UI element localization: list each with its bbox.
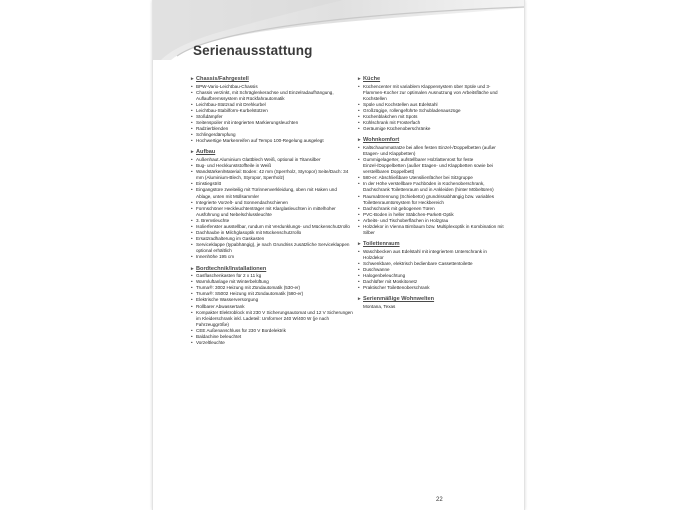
list-item: • Rollbarer Abwassertank	[191, 304, 353, 310]
section-heading: ▸ Toilettenraum	[358, 241, 508, 248]
section-chassis-fahrgestell	[191, 76, 353, 144]
list-item: • Praktischer Toilettenoberschrank	[358, 285, 508, 291]
list-item: • Truma®: S5002 Heizung mit Zündautomatik (580-er)	[191, 291, 353, 297]
list-item: • Außenhaut Aluminium Glattblech Weiß, optional in Titansilber	[191, 157, 353, 163]
list-item: • PVC-Boden in heller Stäbchen-Parkett-Optik	[358, 212, 508, 218]
list-item: • Einstiegstritt	[191, 181, 353, 187]
page-title: Serienausstattung	[193, 43, 313, 58]
list-item: • Holzdekor in Vienna Birnbaum bzw. Multiplexoptik in Kombination mit Silber	[358, 224, 508, 236]
list-item: • Duschwanne	[358, 267, 508, 273]
list-item: • Radzierblenden	[191, 126, 353, 132]
list-item: • Hochwertige Markenreifen auf Tempo 100-Regelung ausgelegt	[191, 138, 353, 144]
section-heading: ▸ Küche	[358, 76, 508, 83]
list-item: • Isolierfenster ausstellbar, rundum mit Verdunklungs- und Mückenschutzrollo	[191, 224, 353, 230]
list-item: • Elektrische Wasserversorgung	[191, 297, 353, 303]
list-item: • Spüle und Kochstellen aus Edelstahl	[358, 102, 508, 108]
list-item: • 580-er: Abschließbare Utensilienfächer bei Sitzgruppe	[358, 175, 508, 181]
list-item: • BPW-Vario-Leichtbau-Chassis	[191, 84, 353, 90]
list-item: • Küchenblakchen mit Spots	[358, 114, 508, 120]
section-kueche	[358, 76, 508, 132]
section-aufbau	[191, 149, 353, 260]
brochure-page	[152, 0, 525, 510]
list-item: • Bug- und Heckkunststoffteile in Weiß	[191, 163, 353, 169]
list-item: • Warmluftanlage mit Winterbelüftung	[191, 279, 353, 285]
list-item: • Leichtbau-Stabilform-Kurbelstützen	[191, 108, 353, 114]
list-item: • Truma®: 3002 Heizung mit Zündautomatik (530-er)	[191, 285, 353, 291]
list-item: • Innenhöhe 195 cm	[191, 254, 353, 260]
list-item: • Großzügige, rollengeführte Schubladenauszüge	[358, 108, 508, 114]
list-item: • Halogenbeleuchtung	[358, 273, 508, 279]
list-item: • Schlingerdämpfung	[191, 132, 353, 138]
list-item: • Baldachine beleuchtet	[191, 334, 353, 340]
list-item: • Waschbecken aus Edelstahl mit integriertem Unterschrank in Holzdekor	[358, 249, 508, 261]
list-item: • Leichtbau-Stützrad mit Drehkurbel	[191, 102, 353, 108]
list-item: • Küchencenter mit variablem Klappensystem über Spüle und 3-Flammen-Kocher zur optimalen Ausnutzung von Arbeitsfläche und Kochstellen	[358, 84, 508, 102]
list-item: • 3. Bremsleuchte	[191, 218, 353, 224]
list-item: • Gummigelagerter, aufstellbarer Holzlattenrost für feste Einzel-/Doppelbetten (außer Etagen- und Klappbetten sowie bei verstellbaren Doppelbett)	[358, 157, 508, 175]
section-heading: ▸ Bordtechnik/Installationen	[191, 266, 353, 273]
list-item: • Kompakter Elektroblock mit 230 V Sicherungsautomat und 12 V Sicherungen im Kleiderschrank inkl. Ladeteil: Umformer 240 W/400 W (je nach Fahrzeuggröße)	[191, 310, 353, 328]
list-item: • Kühlschrank mit Frosterfach	[358, 120, 508, 126]
list-item: • Raumabtrennung (Schiebetür) grundrissabhängig bzw. variables Toilettenraumtürsystem für Heckbereich	[358, 194, 508, 206]
section-wohnkomfort	[358, 137, 508, 236]
section-heading: ▸ Chassis/Fahrgestell	[191, 76, 353, 83]
page-number: 22	[436, 497, 443, 503]
section-toilettenraum	[358, 241, 508, 291]
list-item: • CEE Außenanschluss für 230 V Bordelektrik	[191, 328, 353, 334]
list-item: • Ersatzradhalterung im Gaskasten	[191, 236, 353, 242]
list-item: • Wandstärken/Material: Boden: 42 mm (Sperrholz, Styropor) Seite/Dach: 34 mm (Aluminium-Blech, Styropor, Sperrholz)	[191, 169, 353, 181]
section-serienmaessige-wohnwelten	[358, 296, 508, 310]
right-column	[358, 76, 508, 315]
section-heading: ▸ Wohnkomfort	[358, 137, 508, 144]
list-item: • Dachhaube in Milchglasoptik mit Mückenschutzrollo	[191, 230, 353, 236]
list-item: • Dachlüfter mit Moskitonetz	[358, 279, 508, 285]
section-text: Montana, Texas	[363, 303, 396, 309]
list-item: • Eingangstüre zweiteilig mit Türinnenverkleidung, oben mit Haken und Ablage, unten mit Müllsammler	[191, 187, 353, 199]
list-item: • Kaltschaummatratze bei allen festen Einzel-/Doppelbetten (außer Etagen- und Klappbetten)	[358, 145, 508, 157]
section-heading: ▸ Aufbau	[191, 149, 353, 156]
list-item: • Seitenspoiler mit integrierten Markierungsleuchten	[191, 120, 353, 126]
list-item: • In der Höhe verstellbare Fachböden in Küchenoberschrank, Dachschrank Toilettenraum und in Ankleiden (hinter Möbeltüren)	[358, 181, 508, 193]
section-heading: ▸ Serienmäßige Wohnwelten	[358, 296, 508, 303]
list-item: • Gasflaschenkasten für 2 x 11 kg	[191, 273, 353, 279]
list-item: • Schwenkbare, elektrisch bedienbare Cassettentoilette	[358, 261, 508, 267]
list-item: • Formschöner Heckleuchtenträger mit Klarglasleuchten in mittelhoher Ausführung und Nebelschlussleuchte	[191, 206, 353, 218]
list-item: • Dachschrank mit gebogenen Türen	[358, 206, 508, 212]
list-item: • Stoßdämpfer	[191, 114, 353, 120]
list-item: • Serviceklappe (typabhängig), je nach Grundriss zusätzliche Serviceklappen optional erhältlich	[191, 242, 353, 254]
section-bordtechnik-installationen	[191, 266, 353, 347]
list-item: • Integrierte Vorzelt- und Sonnendachschienen	[191, 200, 353, 206]
left-column	[191, 76, 353, 351]
list-item: • Chassis verzinkt, mit Schräglenkerachse und Einzelradaufhängung, Auflaufbremssystem mit Rückfahrautomatik	[191, 90, 353, 102]
list-item: • Geräumige Küchenoberschränke	[358, 126, 508, 132]
list-item: • Vorzeltleuchte	[191, 340, 353, 346]
list-item: • Arbeits- und Tischoberflächen in Holzgrau	[358, 218, 508, 224]
